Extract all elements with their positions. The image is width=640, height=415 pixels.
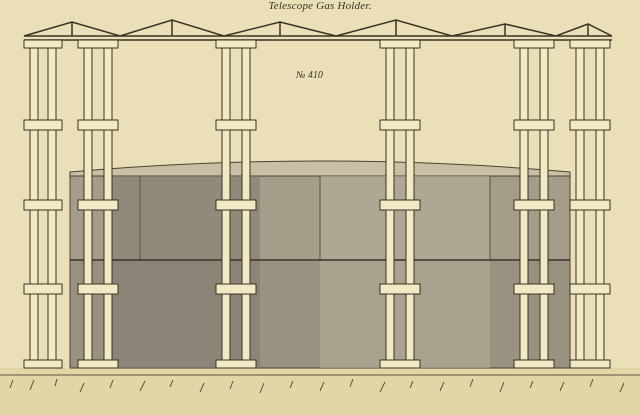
- column-guide: [24, 40, 62, 368]
- tank-roof: [70, 161, 570, 178]
- column-guide: [570, 40, 610, 368]
- gas-tank: [70, 161, 570, 368]
- plate-number: № 410: [296, 70, 323, 81]
- plate-title: Telescope Gas Holder.: [268, 0, 372, 12]
- roof-truss: [24, 20, 612, 40]
